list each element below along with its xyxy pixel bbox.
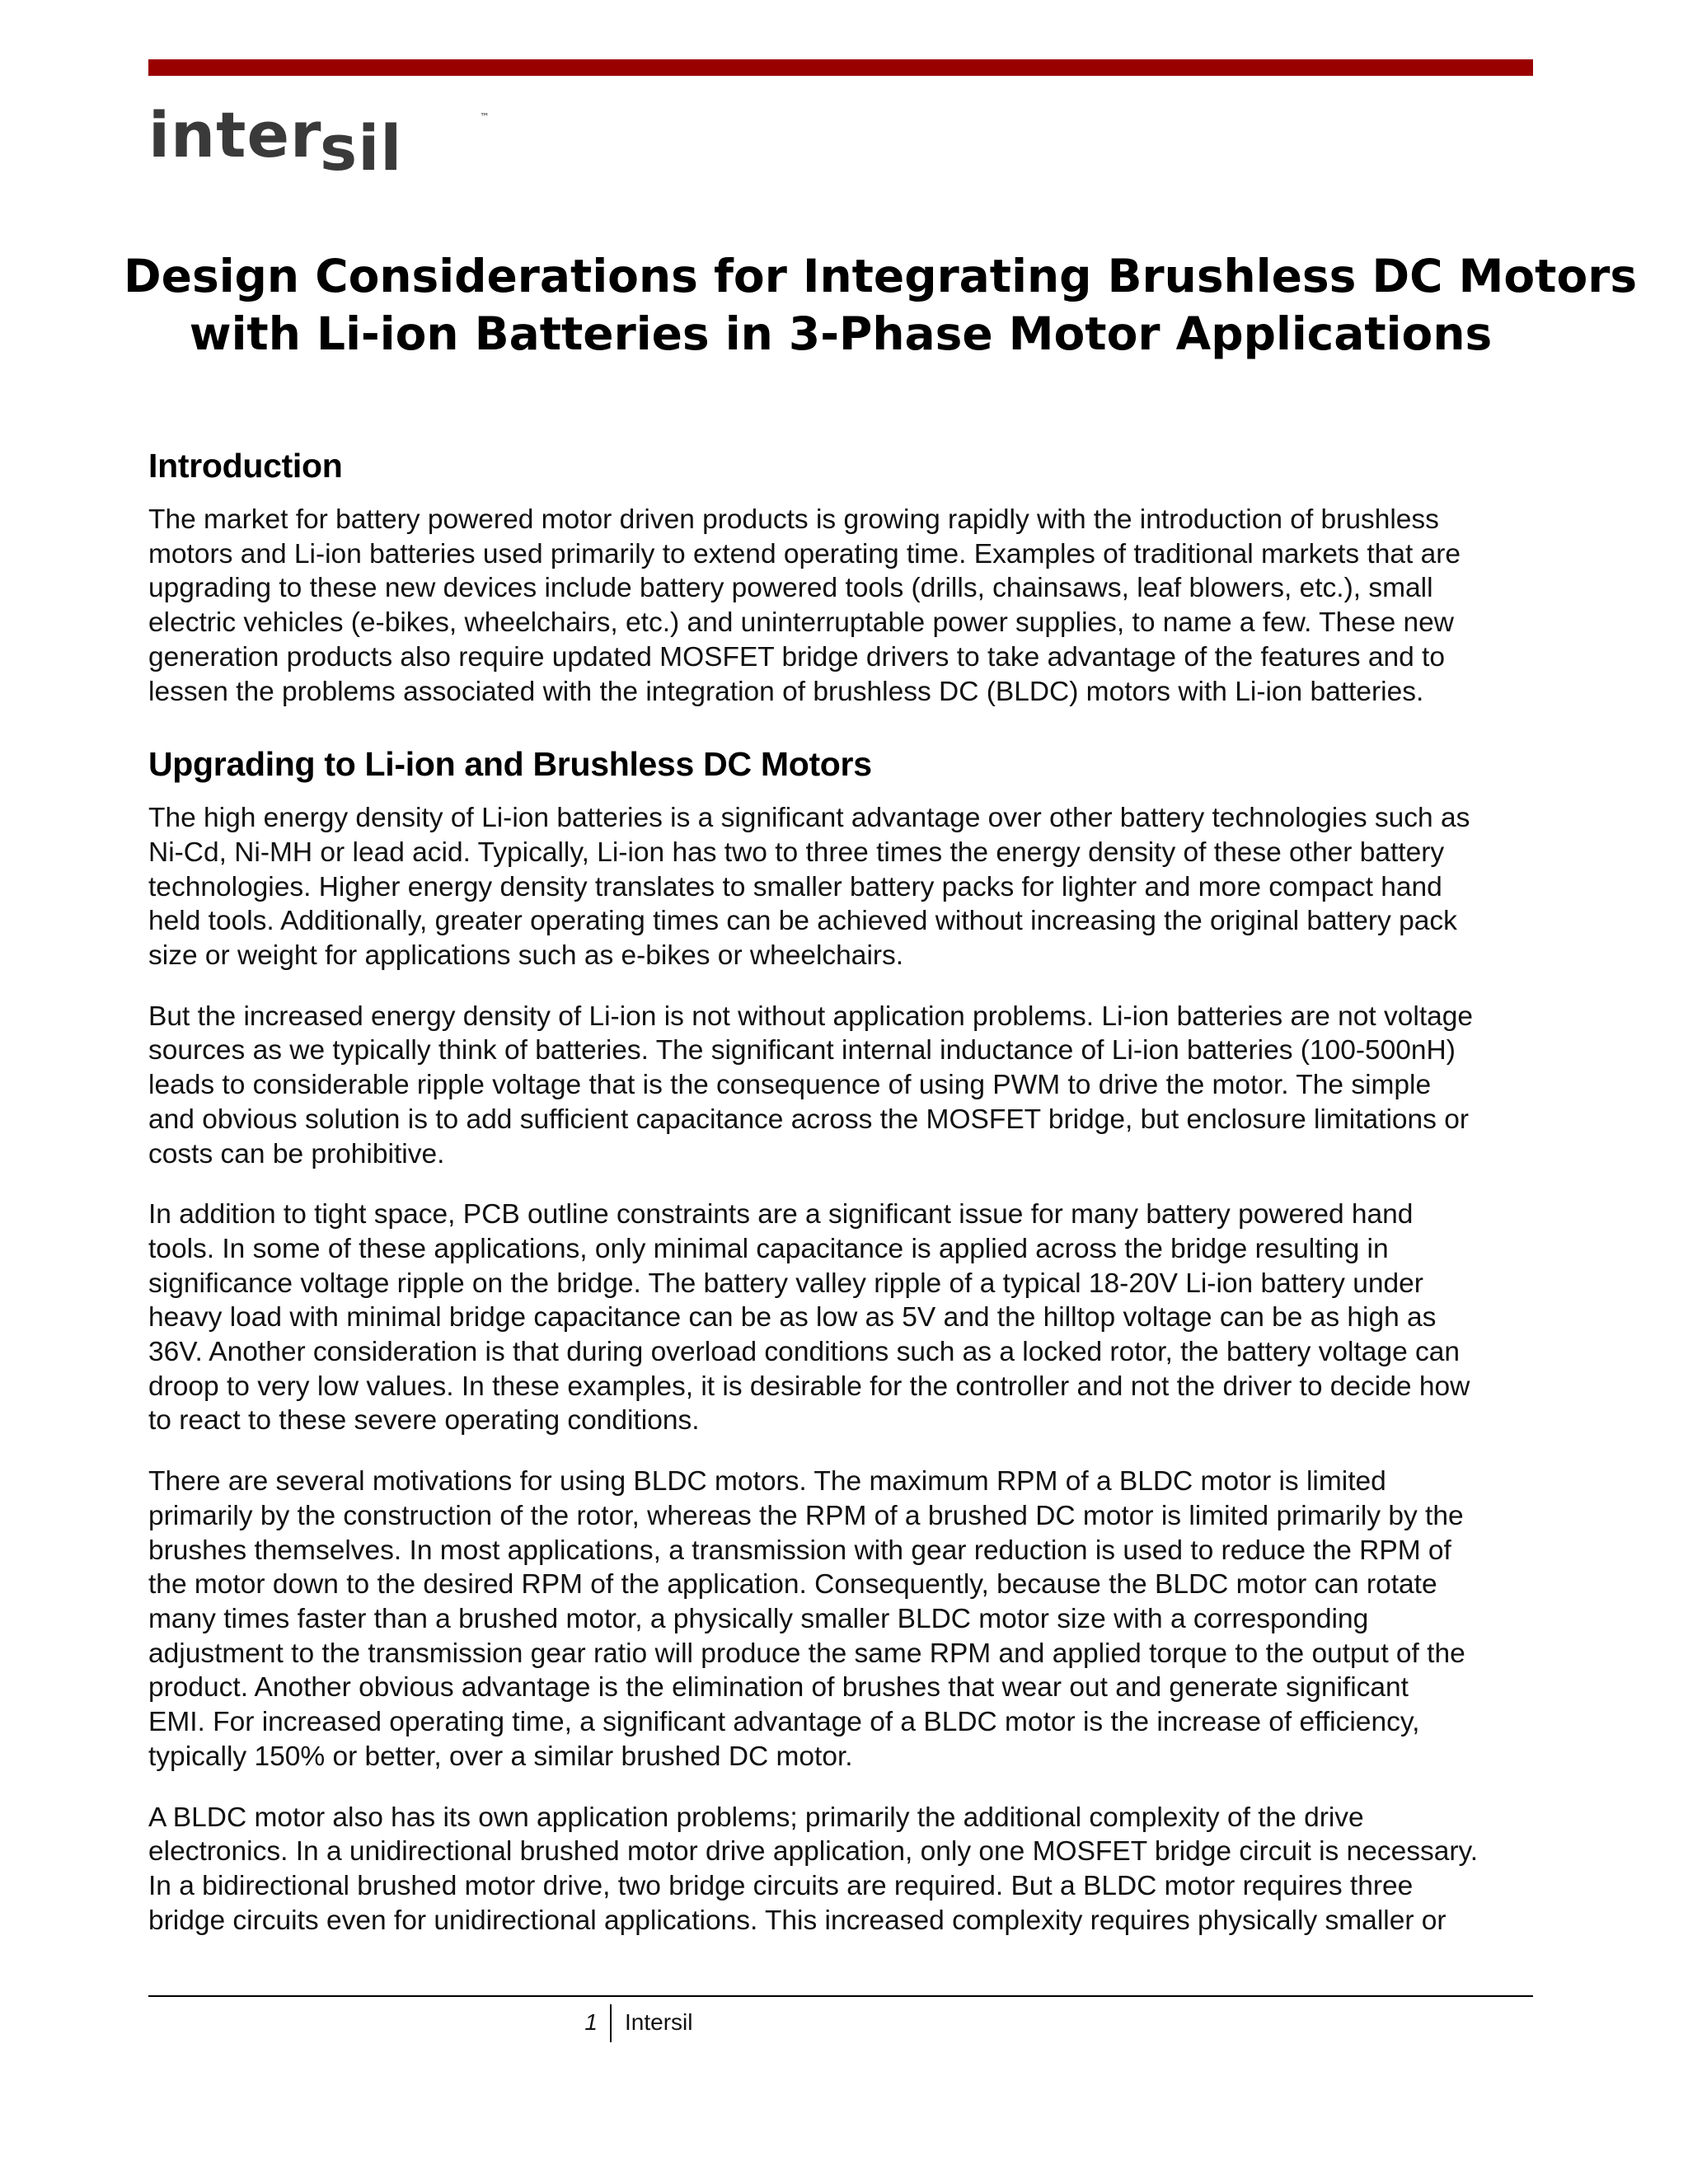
text-line: the motor down to the desired RPM of the application. Consequently, because the BLDC motor can rotate: [148, 1569, 1437, 1601]
text-line: sources as we typically think of batteries. The significant internal inductance of Li-ion batteries (100-500nH): [148, 1035, 1456, 1066]
title-line-1: Design Considerations for Integrating Brushless DC Motors: [124, 250, 1638, 302]
text-line: The high energy density of Li-ion batteries is a significant advantage over other battery technologies such as: [148, 803, 1470, 834]
text-line: In a bidirectional brushed motor drive, two bridge circuits are required. But a BLDC motor requires three: [148, 1870, 1414, 1901]
paragraph: [148, 1000, 1550, 1172]
document-title: [124, 247, 1638, 363]
text-line: upgrading to these new devices include battery powered tools (drills, chainsaws, leaf blowers, etc.), small: [148, 573, 1433, 604]
text-line: lessen the problems associated with the integration of brushless DC (BLDC) motors with Li-ion batteries.: [148, 676, 1424, 707]
paragraph: [148, 801, 1550, 973]
text-line: Ni-Cd, Ni-MH or lead acid. Typically, Li-ion has two to three times the energy density of these other battery: [148, 837, 1445, 868]
svg-text:inter: inter: [148, 101, 322, 171]
footer-divider: [610, 2004, 612, 2042]
document-body: [148, 445, 1550, 1972]
intersil-logo-graphic: [148, 101, 495, 183]
text-line: brushes themselves. In most applications, a transmission with gear reduction is used to reduce the RPM of: [148, 1535, 1451, 1566]
text-line: But the increased energy density of Li-ion is not without application problems. Li-ion batteries are not voltage: [148, 1001, 1474, 1032]
text-line: leads to considerable ripple voltage that is the consequence of using PWM to drive the motor. The simple: [148, 1070, 1432, 1101]
text-line: droop to very low values. In these examples, it is desirable for the controller and not the driver to decide how: [148, 1371, 1470, 1402]
text-line: There are several motivations for using BLDC motors. The maximum RPM of a BLDC motor is limited: [148, 1466, 1386, 1497]
paragraph: [148, 1197, 1550, 1438]
text-line: primarily by the construction of the rotor, whereas the RPM of a brushed DC motor is limited primarily by the: [148, 1500, 1464, 1531]
text-line: typically 150% or better, over a similar brushed DC motor.: [148, 1741, 853, 1772]
text-line: size or weight for applications such as e-bikes or wheelchairs.: [148, 940, 904, 972]
section-upgrading: [148, 743, 1550, 1938]
text-line: The market for battery powered motor driven products is growing rapidly with the introduction of brushless: [148, 504, 1439, 535]
text-line: significance voltage ripple on the bridge. The battery valley ripple of a typical 18-20V Li-ion battery under: [148, 1268, 1423, 1299]
text-line: electric vehicles (e-bikes, wheelchairs, etc.) and uninterruptable power supplies, to name a few. These new: [148, 607, 1455, 639]
text-line: technologies. Higher energy density translates to smaller battery packs for lighter and more compact hand: [148, 871, 1442, 902]
text-line: costs can be prohibitive.: [148, 1138, 445, 1169]
text-line: and obvious solution is to add sufficient capacitance across the MOSFET bridge, but enclosure limitations or: [148, 1104, 1470, 1135]
text-line: tools. In some of these applications, only minimal capacitance is applied across the bridge resulting in: [148, 1233, 1389, 1264]
footer-company: Intersil: [625, 2009, 693, 2035]
page-number: 1: [584, 2009, 598, 2035]
text-line: heavy load with minimal bridge capacitance can be as low as 5V and the hilltop voltage can be as high as: [148, 1302, 1437, 1333]
footer-rule: [148, 1995, 1533, 1997]
title-line-2: with Li-ion Batteries in 3-Phase Motor Applications: [189, 307, 1493, 360]
text-line: 36V. Another consideration is that during overload conditions such as a locked rotor, the battery voltage can: [148, 1337, 1461, 1368]
page-footer: [0, 2004, 1688, 2046]
section-heading: Introduction: [148, 447, 343, 485]
text-line: adjustment to the transmission gear ratio will produce the same RPM and applied torque to the output of the: [148, 1638, 1465, 1669]
text-line: many times faster than a brushed motor, a physically smaller BLDC motor size with a corresponding: [148, 1603, 1369, 1634]
svg-text:™: ™: [480, 111, 490, 123]
svg-text:sil: sil: [320, 111, 403, 183]
text-line: bridge circuits even for unidirectional applications. This increased complexity requires physically smaller or: [148, 1905, 1447, 1936]
paragraph: [148, 1465, 1550, 1774]
paragraph: [148, 1801, 1550, 1938]
section-introduction: [148, 445, 1550, 709]
text-line: product. Another obvious advantage is the elimination of brushes that wear out and generate significant: [148, 1672, 1409, 1704]
text-line: held tools. Additionally, greater operating times can be achieved without increasing the original battery pack: [148, 906, 1457, 937]
text-line: EMI. For increased operating time, a significant advantage of a BLDC motor is the increase of efficiency,: [148, 1707, 1420, 1738]
text-line: A BLDC motor also has its own application problems; primarily the additional complexity of the drive: [148, 1802, 1364, 1833]
paragraph: [148, 503, 1550, 709]
text-line: In addition to tight space, PCB outline constraints are a significant issue for many battery powered hand: [148, 1199, 1414, 1230]
text-line: motors and Li-ion batteries used primarily to extend operating time. Examples of traditional markets that are: [148, 538, 1461, 569]
text-line: electronics. In a unidirectional brushed motor drive application, only one MOSFET bridge circuit is necessary.: [148, 1836, 1479, 1868]
section-heading: Upgrading to Li-ion and Brushless DC Motors: [148, 745, 872, 784]
text-line: generation products also require updated MOSFET bridge drivers to take advantage of the features and to: [148, 641, 1445, 673]
intersil-logo: [148, 101, 495, 183]
header-accent-bar: [148, 59, 1533, 76]
text-line: to react to these severe operating conditions.: [148, 1405, 700, 1436]
